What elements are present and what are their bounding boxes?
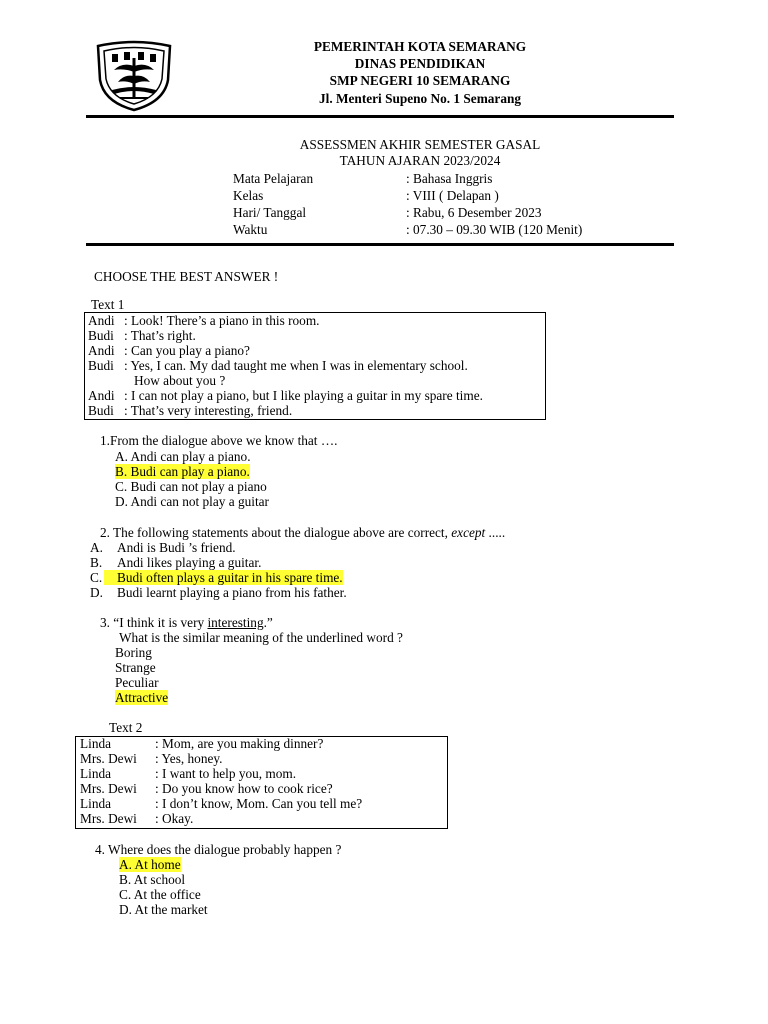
dialogue-line: : Do you know how to cook rice? xyxy=(155,781,333,796)
q2-option-b: Andi likes playing a guitar. xyxy=(117,555,262,570)
question-1: 1.From the dialogue above we know that …. xyxy=(100,433,338,448)
info-value-subject: : Bahasa Inggris xyxy=(406,171,493,186)
question-2 xyxy=(100,525,505,540)
text1-title: Text 1 xyxy=(91,297,125,312)
q2-question-emphasis: except xyxy=(451,525,486,540)
q3-option-3: Peculiar xyxy=(115,675,159,690)
q2-question-end: ..... xyxy=(485,525,506,540)
info-divider xyxy=(86,243,674,246)
q4-option-c: C. At the office xyxy=(119,887,201,902)
instruction: CHOOSE THE BEST ANSWER ! xyxy=(94,269,279,284)
info-label-subject: Mata Pelajaran xyxy=(233,171,314,186)
text2-title: Text 2 xyxy=(109,720,143,735)
q3-subquestion: What is the similar meaning of the underlined word ? xyxy=(119,630,403,645)
dialogue-speaker: Andi xyxy=(88,343,115,358)
dialogue-line: How about you ? xyxy=(134,373,226,388)
exam-year: TAHUN AJARAN 2023/2024 xyxy=(339,153,501,168)
q3-question-start: 3. “I think it is very xyxy=(100,615,208,630)
dialogue-speaker: Linda xyxy=(80,766,112,781)
q2-option-d: Budi learnt playing a piano from his father. xyxy=(117,585,347,600)
exam-title: ASSESSMEN AKHIR SEMESTER GASAL xyxy=(299,137,541,152)
q2-option-c-answer: Budi often plays a guitar in his spare time. xyxy=(104,570,343,585)
q2-question-text: 2. The following statements about the dialogue above are correct, xyxy=(100,525,448,540)
q4-option-d: D. At the market xyxy=(119,902,208,917)
q3-option-2: Strange xyxy=(115,660,156,675)
dialogue-speaker: Budi xyxy=(88,403,114,418)
header-school-name: SMP NEGERI 10 SEMARANG xyxy=(329,73,511,88)
header-address: Jl. Menteri Supeno No. 1 Semarang xyxy=(318,91,522,106)
dialogue-line: : I want to help you, mom. xyxy=(155,766,297,781)
info-value-date: : Rabu, 6 Desember 2023 xyxy=(406,205,542,220)
header-government: PEMERINTAH KOTA SEMARANG xyxy=(313,39,527,54)
dialogue-line: : That’s very interesting, friend. xyxy=(124,403,293,418)
dialogue-line: : Can you play a piano? xyxy=(124,343,250,358)
dialogue-line: : I don’t know, Mom. Can you tell me? xyxy=(155,796,363,811)
dialogue-speaker: Budi xyxy=(88,358,114,373)
q2-option-c-letter: C. xyxy=(90,570,103,585)
dialogue-speaker: Mrs. Dewi xyxy=(80,751,137,766)
question-3 xyxy=(100,615,273,630)
q1-option-c: C. Budi can not play a piano xyxy=(115,479,267,494)
info-label-date: Hari/ Tanggal xyxy=(233,205,307,220)
info-label-time: Waktu xyxy=(233,222,268,237)
info-value-class: : VIII ( Delapan ) xyxy=(406,188,499,203)
q2-option-a: Andi is Budi ’s friend. xyxy=(117,540,236,555)
q2-option-a-letter: A. xyxy=(90,540,103,555)
dialogue-speaker: Mrs. Dewi xyxy=(80,811,137,826)
info-value-time: : 07.30 – 09.30 WIB (120 Menit) xyxy=(406,222,583,237)
dialogue-line: : Okay. xyxy=(155,811,194,826)
school-logo xyxy=(94,40,174,112)
header-divider xyxy=(86,115,674,118)
q3-option-1: Boring xyxy=(115,645,152,660)
question-4: 4. Where does the dialogue probably happen ? xyxy=(95,842,342,857)
q4-option-a-answer: A. At home xyxy=(119,857,181,872)
dialogue-line: : I can not play a piano, but I like playing a guitar in my spare time. xyxy=(124,388,483,403)
dialogue-speaker: Andi xyxy=(88,388,115,403)
dialogue-line: : That’s right. xyxy=(124,328,196,343)
q3-underlined-word: interesting xyxy=(207,615,264,630)
q1-option-d: D. Andi can not play a guitar xyxy=(115,494,269,509)
dialogue-line: : Yes, I can. My dad taught me when I was in elementary school. xyxy=(124,358,468,373)
header-department: DINAS PENDIDIKAN xyxy=(354,56,486,71)
q2-option-b-letter: B. xyxy=(90,555,103,570)
dialogue-speaker: Mrs. Dewi xyxy=(80,781,137,796)
info-label-class: Kelas xyxy=(233,188,264,203)
dialogue-line: : Yes, honey. xyxy=(155,751,223,766)
q2-option-d-letter: D. xyxy=(90,585,103,600)
dialogue-speaker: Budi xyxy=(88,328,114,343)
dialogue-speaker: Linda xyxy=(80,736,112,751)
q3-question-end: .” xyxy=(263,615,273,630)
q1-option-b-answer: B. Budi can play a piano. xyxy=(115,464,250,479)
q4-option-b: B. At school xyxy=(119,872,186,887)
dialogue-speaker: Andi xyxy=(88,313,115,328)
dialogue-speaker: Linda xyxy=(80,796,112,811)
semarang-city-emblem xyxy=(94,40,174,112)
dialogue-line: : Look! There’s a piano in this room. xyxy=(124,313,320,328)
q1-option-a: A. Andi can play a piano. xyxy=(115,449,251,464)
q3-option-4-answer: Attractive xyxy=(115,690,169,705)
dialogue-line: : Mom, are you making dinner? xyxy=(155,736,324,751)
